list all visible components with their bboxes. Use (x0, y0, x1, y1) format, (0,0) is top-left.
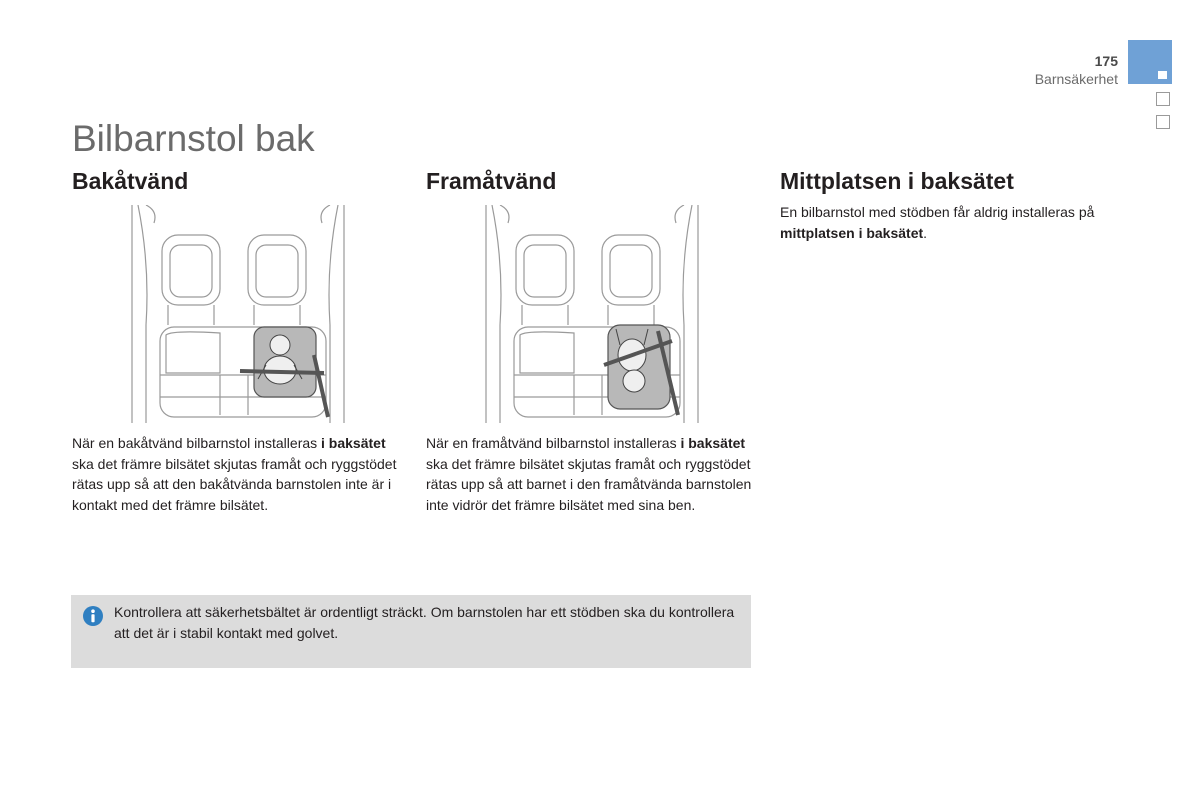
middle-seat-text-part1: En bilbarnstol med stödben får aldrig installeras på (780, 204, 1095, 220)
rear-facing-text (72, 433, 402, 515)
rear-facing-text-bold: i baksätet (321, 435, 386, 451)
forward-facing-text-bold: i baksätet (680, 435, 746, 451)
forward-facing-text-part2: ska det främre bilsätet skjutas framåt och ryggstödet rätas upp så att barnet i den framåtvända barnstolen inte vidrör det främre bilsätet med sina ben. (426, 455, 752, 513)
rear-facing-text-part1: När en bakåtvänd bilbarnstol installeras (72, 435, 322, 451)
info-text: Kontrollera att säkerhetsbältet är ordentligt sträckt. Om barnstolen har ett stödben ska du kontrollera att det är i stabil kontakt med golvet. (114, 604, 735, 641)
nav-square-2 (1156, 115, 1170, 129)
forward-facing-seat-illustration (482, 205, 702, 423)
forward-facing-text (426, 433, 756, 515)
info-box (71, 595, 751, 668)
rear-facing-text-part2: ska det främre bilsätet skjutas framåt och ryggstödet rätas upp så att den bakåtvända barnstolen inte är i kontakt med det främre bilsätet. (72, 455, 397, 513)
nav-square-1 (1156, 92, 1170, 106)
info-icon (83, 606, 103, 626)
page-number: 175 (1094, 53, 1118, 69)
section-name: Barnsäkerhet (1034, 71, 1118, 87)
heading-rear-facing: Bakåtvänd (72, 168, 189, 194)
chapter-tab-marker (1158, 71, 1167, 79)
heading-middle-seat: Mittplatsen i baksätet (780, 168, 1014, 194)
forward-facing-text-part1: När en framåtvänd bilbarnstol installeras (426, 435, 681, 451)
middle-seat-text-part2: . (923, 224, 928, 241)
page-title: Bilbarnstol bak (72, 118, 315, 159)
middle-seat-text-bold: mittplatsen i baksätet (780, 224, 924, 241)
heading-forward-facing: Framåtvänd (426, 168, 557, 194)
middle-seat-text (780, 202, 1115, 243)
chapter-tab (1128, 40, 1172, 84)
rear-facing-seat-illustration (128, 205, 348, 423)
